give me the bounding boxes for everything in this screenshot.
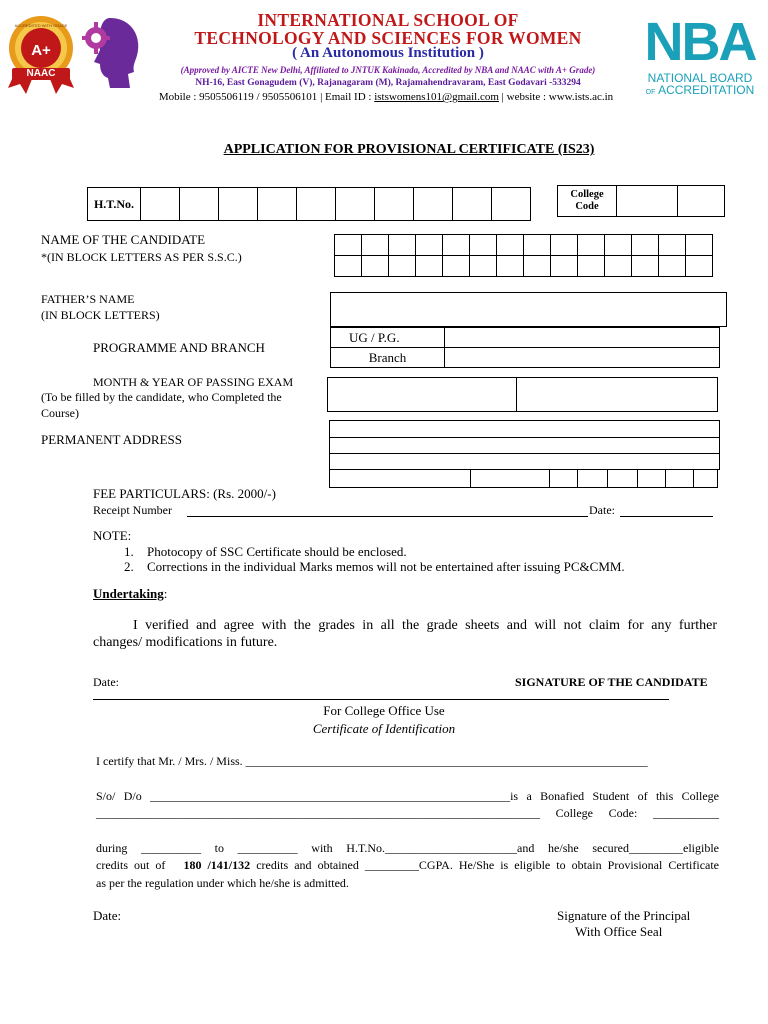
undertaking-heading bbox=[93, 586, 167, 602]
ht-no-label: H.T.No. bbox=[93, 196, 135, 211]
father-label: FATHER’S NAME bbox=[41, 292, 135, 306]
year-field[interactable] bbox=[517, 378, 718, 412]
name-cell[interactable] bbox=[524, 235, 551, 256]
father-sublabel: (IN BLOCK LETTERS) bbox=[41, 308, 160, 322]
section-divider bbox=[93, 699, 669, 700]
name-cell[interactable] bbox=[632, 235, 659, 256]
college-code-label-2: Code bbox=[575, 201, 599, 212]
naac-ring-text: ACCREDITED WITH GRADE bbox=[14, 23, 68, 28]
naac-logo bbox=[6, 10, 76, 94]
regulation-line: as per the regulation under which he/she is admitted. bbox=[96, 876, 349, 890]
naac-label: NAAC bbox=[26, 68, 56, 79]
nba-line1: NATIONAL BOARD bbox=[647, 71, 753, 85]
name-cell[interactable] bbox=[578, 256, 605, 277]
undertaking-text-line1: I verified and agree with the grades in all the grade sheets and will not claim for any further bbox=[133, 618, 717, 633]
note-number: 2. bbox=[124, 559, 134, 574]
father-name-field[interactable] bbox=[330, 292, 727, 327]
ugpg-field[interactable] bbox=[445, 328, 720, 348]
school-name-line1: INTERNATIONAL SCHOOL OF bbox=[257, 10, 519, 30]
ht-no-label-cell bbox=[88, 188, 141, 221]
branch-label: Branch bbox=[368, 349, 407, 365]
ht-no-cell[interactable] bbox=[336, 188, 375, 221]
naac-grade: A+ bbox=[31, 42, 51, 59]
branch-label-cell bbox=[331, 348, 445, 368]
name-cell[interactable] bbox=[605, 235, 632, 256]
nba-line2 bbox=[638, 84, 762, 99]
website-text[interactable]: website : www.ists.ac.in bbox=[506, 91, 614, 103]
pincode-cell[interactable] bbox=[608, 470, 638, 488]
receipt-date-label: Date: bbox=[589, 503, 615, 517]
nba-logo bbox=[638, 12, 762, 98]
programme-label: PROGRAMME AND BRANCH bbox=[93, 340, 265, 355]
name-cell[interactable] bbox=[389, 235, 416, 256]
name-cell[interactable] bbox=[632, 256, 659, 277]
candidate-date-label: Date: bbox=[93, 675, 119, 689]
fee-label: FEE PARTICULARS: (Rs. 2000/-) bbox=[93, 486, 276, 501]
college-code-cell[interactable] bbox=[617, 186, 678, 217]
separator: | bbox=[501, 91, 504, 103]
month-year-label: MONTH & YEAR OF PASSING EXAM bbox=[93, 375, 294, 389]
address-grid bbox=[329, 420, 720, 470]
ht-no-cell[interactable] bbox=[453, 188, 492, 221]
name-cell[interactable] bbox=[335, 256, 362, 277]
address-extra-field[interactable] bbox=[471, 470, 550, 488]
name-cell[interactable] bbox=[686, 235, 713, 256]
programme-grid bbox=[330, 327, 720, 368]
certify-line: I certify that Mr. / Mrs. / Miss. ___________________________________________________________________ bbox=[96, 754, 648, 768]
note-text: Photocopy of SSC Certificate should be enclosed. bbox=[147, 544, 407, 559]
credits-line bbox=[96, 858, 719, 873]
name-cell[interactable] bbox=[362, 235, 389, 256]
month-field[interactable] bbox=[328, 378, 517, 412]
approval-statement: (Approved by AICTE New Delhi, Affiliated to JNTUK Kakinada, Accredited by NBA and NAAC with A+ Grade) bbox=[180, 65, 596, 75]
name-cell[interactable] bbox=[416, 256, 443, 277]
name-cell[interactable] bbox=[551, 235, 578, 256]
autonomous-label: ( An Autonomous Institution ) bbox=[292, 45, 484, 61]
principal-signature-label: Signature of the Principal bbox=[557, 908, 691, 923]
address-label: PERMANENT ADDRESS bbox=[41, 432, 182, 447]
name-cell[interactable] bbox=[443, 235, 470, 256]
nba-logo-letters: NBA bbox=[644, 12, 756, 72]
name-cell[interactable] bbox=[470, 235, 497, 256]
office-use-heading: For College Office Use bbox=[323, 703, 445, 718]
college-code-cell[interactable] bbox=[678, 186, 725, 217]
month-year-grid bbox=[327, 377, 718, 412]
name-cell[interactable] bbox=[497, 235, 524, 256]
school-address: NH-16, East Gonagudem (V), Rajanagaram (M), Rajamahendravaram, East Godavari -533294 bbox=[195, 78, 581, 88]
name-cell[interactable] bbox=[578, 235, 605, 256]
undertaking-colon: : bbox=[163, 586, 168, 601]
son-daughter-of-line: S/o/ D/o ____________________________________________________________is a Bonafied Student of this College bbox=[96, 789, 719, 803]
ht-no-cell[interactable] bbox=[297, 188, 336, 221]
name-cell[interactable] bbox=[497, 256, 524, 277]
name-label: NAME OF THE CANDIDATE bbox=[41, 232, 206, 247]
pincode-cell[interactable] bbox=[694, 470, 718, 488]
name-cell[interactable] bbox=[524, 256, 551, 277]
branch-field[interactable] bbox=[445, 348, 720, 368]
receipt-date-line[interactable] bbox=[620, 516, 713, 517]
name-cell[interactable] bbox=[335, 235, 362, 256]
address-line-field[interactable] bbox=[330, 421, 720, 438]
during-line: during __________ to __________ with H.T.No.______________________and he/she secured_________eligible bbox=[96, 841, 719, 855]
certificate-identification-heading: Certificate of Identification bbox=[312, 721, 456, 736]
candidate-signature-label: SIGNATURE OF THE CANDIDATE bbox=[515, 675, 708, 689]
name-cell[interactable] bbox=[416, 235, 443, 256]
name-cell[interactable] bbox=[443, 256, 470, 277]
name-cell[interactable] bbox=[605, 256, 632, 277]
nba-of: OF bbox=[645, 89, 656, 96]
office-date-label: Date: bbox=[93, 908, 122, 923]
school-name-line2: TECHNOLOGY AND SCIENCES FOR WOMEN bbox=[194, 28, 582, 48]
name-cell[interactable] bbox=[362, 256, 389, 277]
note-number: 1. bbox=[124, 544, 134, 559]
address-city-field[interactable] bbox=[330, 470, 471, 488]
credits-total: 180 /141/132 bbox=[183, 858, 251, 872]
ht-no-cell[interactable] bbox=[141, 188, 180, 221]
name-cell[interactable] bbox=[659, 256, 686, 277]
ugpg-label: UG / P.G. bbox=[349, 329, 400, 345]
college-code-label-1: College bbox=[570, 189, 604, 200]
separator: | bbox=[320, 91, 323, 103]
form-title: APPLICATION FOR PROVISIONAL CERTIFICATE (IS23) bbox=[223, 142, 595, 157]
credits-prefix: credits out of bbox=[96, 858, 166, 872]
address-line-field[interactable] bbox=[330, 438, 720, 454]
ht-no-cell[interactable] bbox=[492, 188, 531, 221]
ht-no-cell[interactable] bbox=[180, 188, 219, 221]
note-label: NOTE: bbox=[93, 528, 132, 543]
name-cell[interactable] bbox=[686, 256, 713, 277]
name-cell[interactable] bbox=[659, 235, 686, 256]
month-year-sublabel-2: Course) bbox=[41, 406, 79, 420]
email-label: Email ID : bbox=[325, 91, 372, 103]
undertaking-text-line2: changes/ modifications in future. bbox=[93, 635, 278, 650]
pincode-cell[interactable] bbox=[550, 470, 578, 488]
ht-no-cell[interactable] bbox=[375, 188, 414, 221]
month-year-sublabel-1: (To be filled by the candidate, who Completed the bbox=[41, 390, 282, 404]
ht-no-cell[interactable] bbox=[219, 188, 258, 221]
ht-no-grid bbox=[87, 187, 531, 221]
receipt-label: Receipt Number bbox=[93, 503, 172, 517]
college-code-line: __________________________________________________________________________ College Code: ___________ bbox=[96, 806, 719, 820]
address-line-field[interactable] bbox=[330, 454, 720, 470]
undertaking-label: Undertaking bbox=[93, 586, 164, 601]
receipt-number-line[interactable] bbox=[187, 516, 588, 517]
ugpg-label-cell bbox=[331, 328, 445, 348]
contact-line bbox=[136, 91, 636, 103]
mobile-numbers: Mobile : 9505506119 / 9505506101 bbox=[158, 91, 318, 103]
name-cell[interactable] bbox=[551, 256, 578, 277]
credits-suffix: credits and obtained _________CGPA. He/She is eligible to obtain Provisional Certificate bbox=[256, 858, 720, 872]
college-code-label-cell bbox=[558, 186, 617, 217]
school-logo bbox=[80, 14, 142, 92]
name-cell[interactable] bbox=[470, 256, 497, 277]
pincode-cell[interactable] bbox=[666, 470, 694, 488]
college-code-grid bbox=[557, 185, 725, 217]
note-text: Corrections in the individual Marks memos will not be entertained after issuing PC&CMM. bbox=[147, 559, 625, 574]
ht-no-cell[interactable] bbox=[414, 188, 453, 221]
office-seal-label: With Office Seal bbox=[575, 924, 663, 939]
pincode-cell[interactable] bbox=[578, 470, 608, 488]
name-grid bbox=[334, 234, 713, 277]
address-pincode-grid bbox=[329, 469, 718, 488]
name-sublabel: *(IN BLOCK LETTERS AS PER S.S.C.) bbox=[41, 250, 242, 264]
name-cell[interactable] bbox=[389, 256, 416, 277]
pincode-cell[interactable] bbox=[638, 470, 666, 488]
nba-accreditation: ACCREDITATION bbox=[658, 83, 755, 97]
email-link[interactable]: istswomens101@gmail.com bbox=[374, 91, 499, 103]
ht-no-cell[interactable] bbox=[258, 188, 297, 221]
